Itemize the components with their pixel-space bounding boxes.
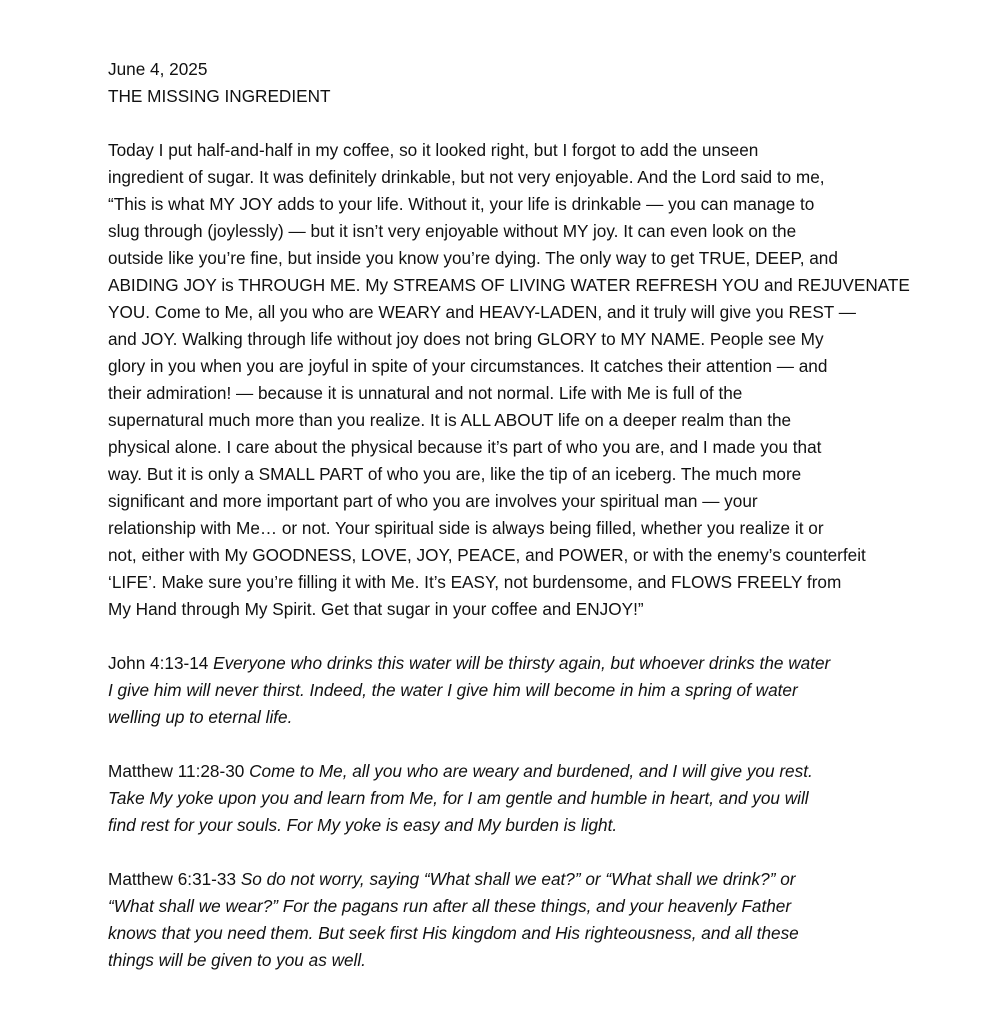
verse-block: [108, 866, 958, 974]
document-page: [108, 56, 958, 974]
verse-text: “What shall we wear?” For the pagans run after all these things, and your heavenly Father: [108, 896, 792, 916]
entry-title: THE MISSING INGREDIENT: [108, 86, 331, 106]
spacer: [108, 731, 958, 758]
verse-line: [108, 758, 958, 785]
body-line: outside like you’re fine, but inside you know you’re dying. The only way to get TRUE, DEEP, and: [108, 248, 838, 268]
body-line: supernatural much more than you realize. It is ALL ABOUT life on a deeper realm than the: [108, 410, 792, 430]
spacer: [108, 839, 958, 866]
verse-text: find rest for your souls. For My yoke is easy and My burden is light.: [108, 815, 618, 835]
body-line: not, either with My GOODNESS, LOVE, JOY, PEACE, and POWER, or with the enemy’s counterfeit: [108, 545, 866, 565]
spacer: [108, 110, 958, 137]
body-line: ingredient of sugar. It was definitely drinkable, but not very enjoyable. And the Lord said to me,: [108, 167, 825, 187]
body-line: Today I put half-and-half in my coffee, so it looked right, but I forgot to add the unseen: [108, 140, 759, 160]
verse-text: welling up to eternal life.: [108, 707, 293, 727]
body-line: ABIDING JOY is THROUGH ME. My STREAMS OF LIVING WATER REFRESH YOU and REJUVENATE: [108, 275, 910, 295]
body-line: their admiration! — because it is unnatural and not normal. Life with Me is full of the: [108, 383, 743, 403]
body-line: significant and more important part of who you are involves your spiritual man — your: [108, 491, 758, 511]
body-line: ‘LIFE’. Make sure you’re filling it with Me. It’s EASY, not burdensome, and FLOWS FREELY from: [108, 572, 842, 592]
verse-line: [108, 650, 958, 677]
verse-text: things will be given to you as well.: [108, 950, 366, 970]
verse-text: I give him will never thirst. Indeed, the water I give him will become in him a spring of water: [108, 680, 798, 700]
verse-block: [108, 650, 958, 731]
body-line: physical alone. I care about the physical because it’s part of who you are, and I made you that: [108, 437, 822, 457]
body-line: “This is what MY JOY adds to your life. Without it, your life is drinkable — you can manage to: [108, 194, 815, 214]
verse-text: Come to Me, all you who are weary and burdened, and I will give you rest.: [249, 761, 813, 781]
body-line: slug through (joylessly) — but it isn’t very enjoyable without MY joy. It can even look on the: [108, 221, 797, 241]
verse-reference: John 4:13-14: [108, 653, 209, 673]
verse-reference: Matthew 6:31-33: [108, 869, 237, 889]
verse-reference: Matthew 11:28-30: [108, 761, 245, 781]
body-line: YOU. Come to Me, all you who are WEARY and HEAVY-LADEN, and it truly will give you REST —: [108, 302, 856, 322]
body-line: My Hand through My Spirit. Get that sugar in your coffee and ENJOY!”: [108, 599, 644, 619]
verse-block: [108, 758, 958, 839]
entry-date: June 4, 2025: [108, 59, 208, 79]
body-line: and JOY. Walking through life without joy does not bring GLORY to MY NAME. People see My: [108, 329, 824, 349]
body-paragraph: [108, 137, 958, 623]
body-line: way. But it is only a SMALL PART of who you are, like the tip of an iceberg. The much more: [108, 464, 802, 484]
verse-text: So do not worry, saying “What shall we eat?” or “What shall we drink?” or: [240, 869, 796, 889]
verse-text: knows that you need them. But seek first His kingdom and His righteousness, and all these: [108, 923, 799, 943]
verse-text: Take My yoke upon you and learn from Me, for I am gentle and humble in heart, and you will: [108, 788, 809, 808]
spacer: [108, 623, 958, 650]
body-line: relationship with Me… or not. Your spiritual side is always being filled, whether you realize it or: [108, 518, 824, 538]
verse-text: Everyone who drinks this water will be thirsty again, but whoever drinks the water: [213, 653, 831, 673]
body-line: glory in you when you are joyful in spite of your circumstances. It catches their attention — and: [108, 356, 828, 376]
verse-line: [108, 866, 958, 893]
